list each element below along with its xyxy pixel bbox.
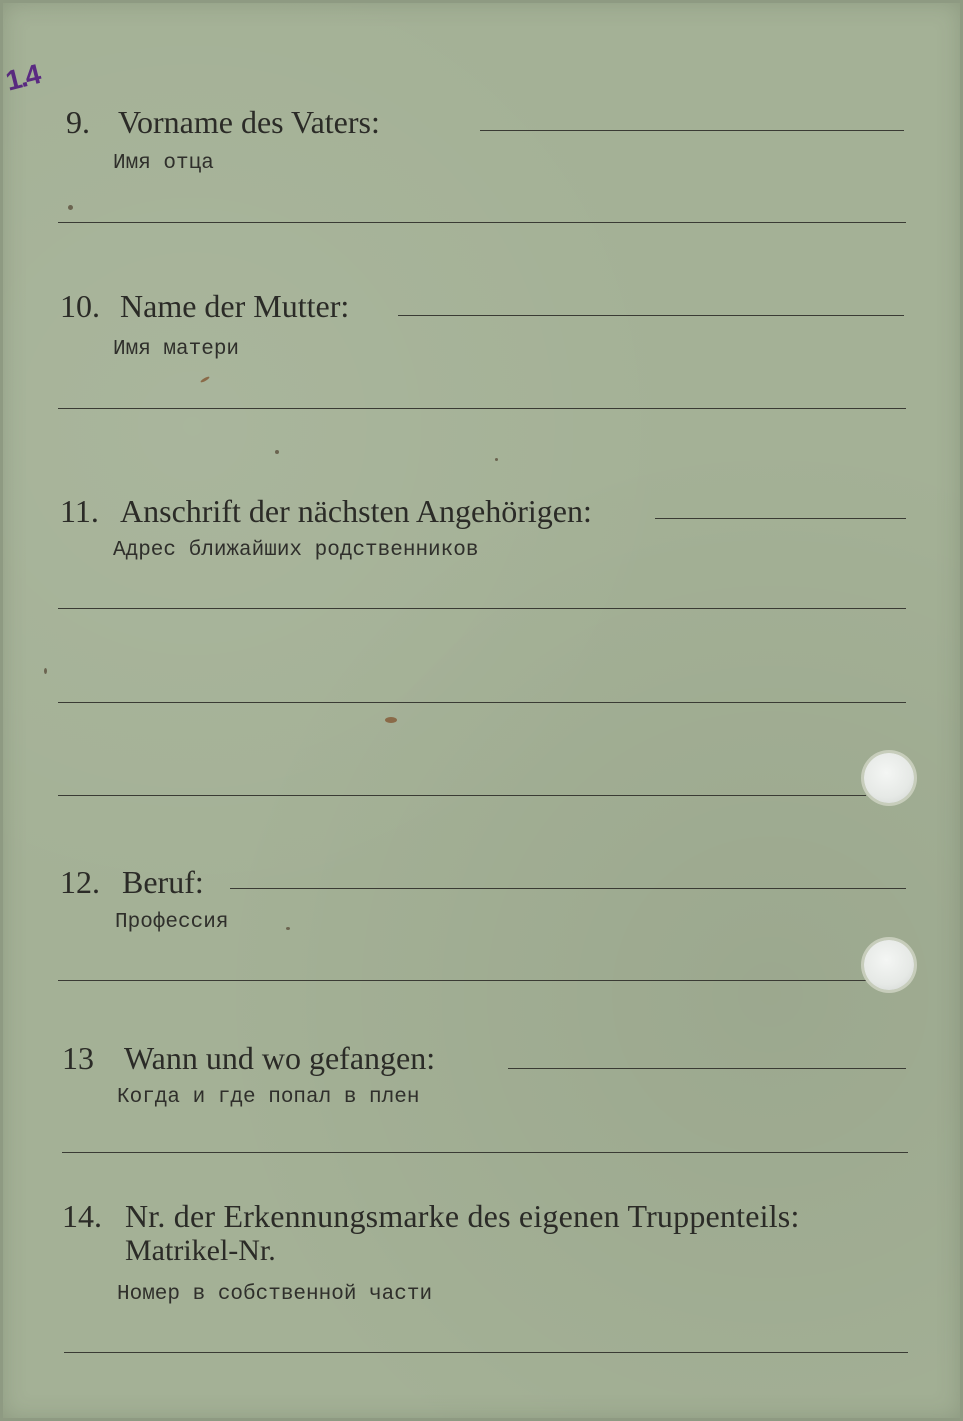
handwritten-mark: 1.4 bbox=[2, 58, 43, 97]
paper-fleck bbox=[385, 717, 397, 723]
punch-hole bbox=[864, 940, 914, 990]
question-11-label-de: Anschrift der nächsten Angehörigen: bbox=[120, 493, 592, 529]
question-11-answer-line-2[interactable] bbox=[58, 608, 906, 609]
question-9-answer-line-2[interactable] bbox=[58, 222, 906, 223]
question-9-label-ru: Имя отца bbox=[113, 152, 214, 175]
question-10-answer-line[interactable] bbox=[398, 315, 904, 316]
paper-fleck bbox=[44, 668, 47, 674]
paper-fleck bbox=[200, 376, 210, 384]
question-11-number: 11. bbox=[60, 493, 99, 529]
question-10-label-de: Name der Mutter: bbox=[120, 288, 350, 324]
question-12-label-de: Beruf: bbox=[122, 864, 204, 900]
question-14-label-de-line2: Matrikel-Nr. bbox=[125, 1234, 276, 1267]
question-12-answer-line-2[interactable] bbox=[58, 980, 866, 981]
question-11-answer-line-4[interactable] bbox=[58, 795, 866, 796]
question-14-number: 14. bbox=[62, 1198, 102, 1234]
paper-fleck bbox=[68, 205, 73, 210]
question-14-label-ru: Номер в собственной части bbox=[117, 1283, 433, 1306]
question-11-answer-line[interactable] bbox=[655, 518, 906, 519]
question-13-label-de: Wann und wo gefangen: bbox=[124, 1040, 436, 1076]
question-10-answer-line-2[interactable] bbox=[58, 408, 906, 409]
question-9-number: 9. bbox=[66, 104, 90, 140]
question-9-label-de: Vorname des Vaters: bbox=[118, 104, 380, 140]
question-14-label-de: Nr. der Erkennungsmarke des eigenen Truppenteils: bbox=[125, 1198, 800, 1234]
question-14-answer-line[interactable] bbox=[64, 1352, 908, 1353]
question-12-number: 12. bbox=[60, 864, 100, 900]
question-11-answer-line-3[interactable] bbox=[58, 702, 906, 703]
punch-hole bbox=[864, 753, 914, 803]
question-11-label-ru: Адрес ближайших родственников bbox=[113, 539, 479, 562]
question-9-answer-line[interactable] bbox=[480, 130, 904, 131]
question-12-label-ru: Профессия bbox=[115, 911, 229, 934]
question-13-label-ru: Когда и где попал в плен bbox=[117, 1086, 420, 1109]
paper-fleck bbox=[286, 927, 290, 930]
question-13-answer-line-2[interactable] bbox=[62, 1152, 908, 1153]
question-13-answer-line[interactable] bbox=[508, 1068, 906, 1069]
question-10-label-ru: Имя матери bbox=[113, 338, 240, 361]
paper-fleck bbox=[495, 458, 498, 461]
question-10-number: 10. bbox=[60, 288, 100, 324]
paper-fleck bbox=[275, 450, 279, 454]
question-12-answer-line[interactable] bbox=[230, 888, 906, 889]
question-13-number: 13 bbox=[62, 1040, 94, 1076]
